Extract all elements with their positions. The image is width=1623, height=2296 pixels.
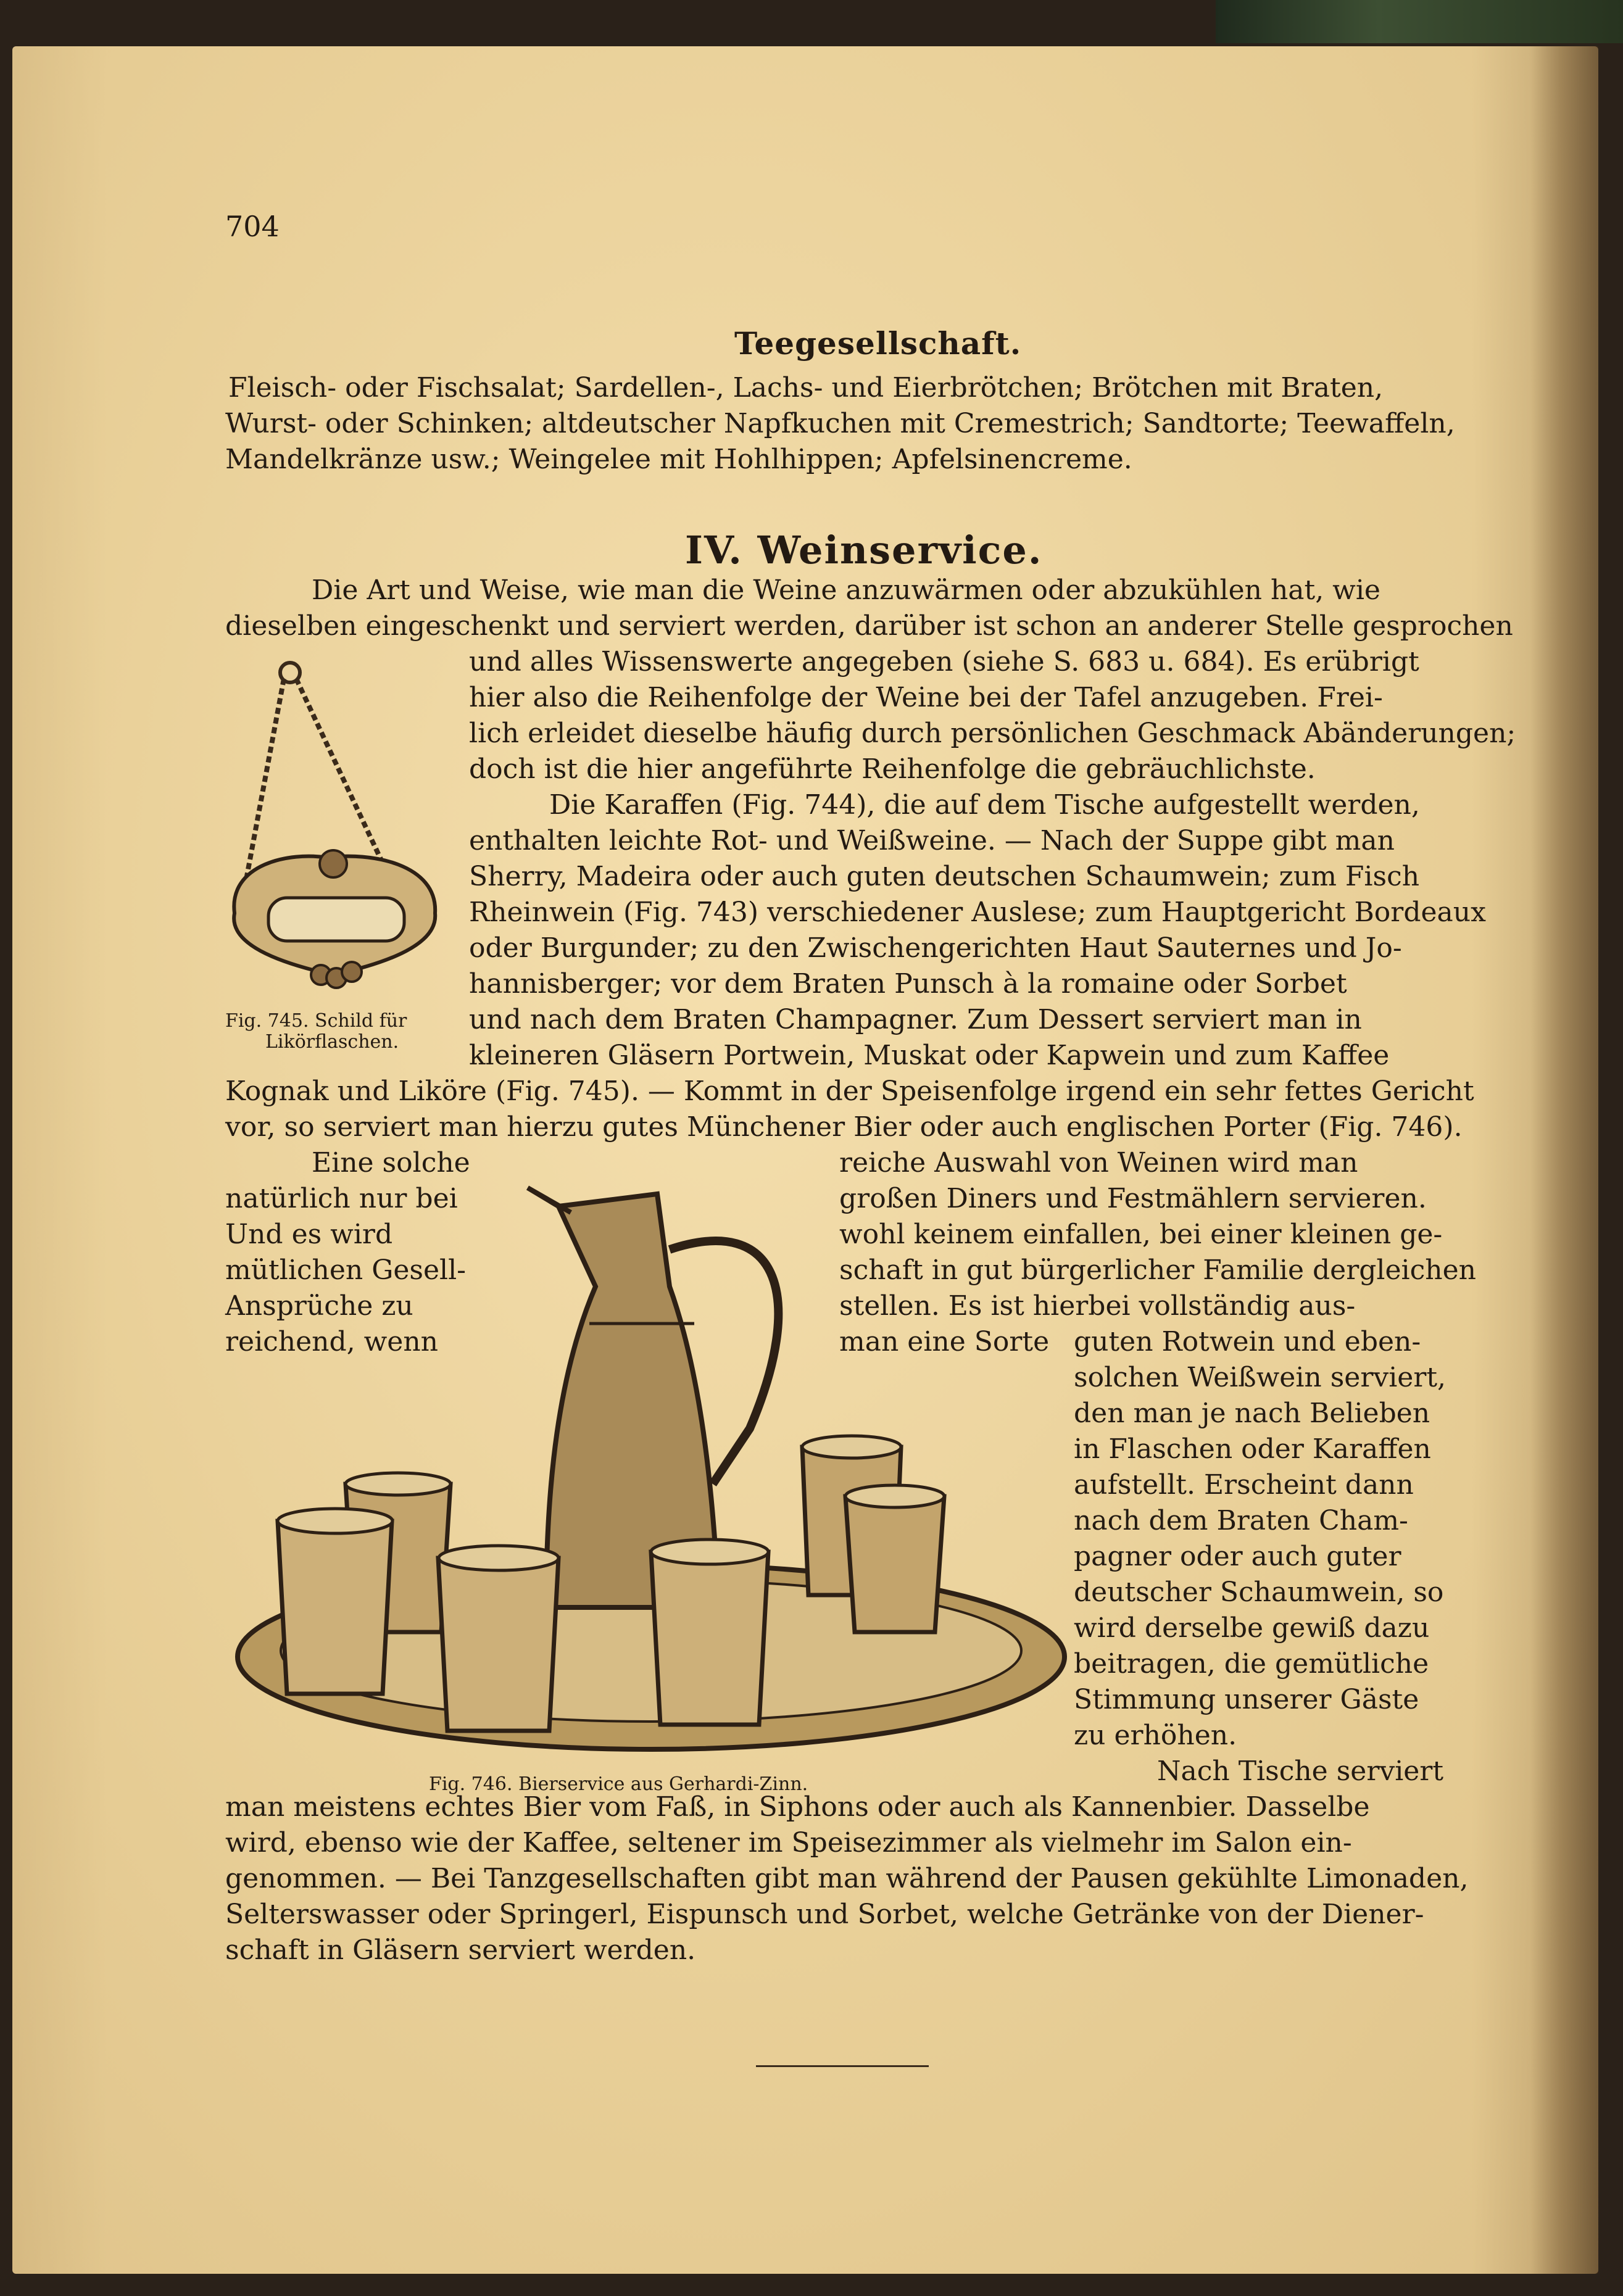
right-col-line: wird derselbe gewiß dazu	[1074, 1612, 1430, 1644]
tea-line: Mandelkränze usw.; Weingelee mit Hohlhippen; Apfelsinencreme.	[225, 444, 1132, 475]
wine-line: hier also die Reihenfolge der Weine bei der Tafel anzugeben. Frei-	[469, 682, 1383, 713]
wine-line: und nach dem Braten Champagner. Zum Dessert serviert man in	[469, 1004, 1362, 1035]
closing-line: genommen. — Bei Tanzgesellschaften gibt man während der Pausen gekühlte Limonaden,	[225, 1863, 1469, 1894]
wine-line: lich erleidet dieselbe häufig durch persönlichen Geschmack Abänderungen;	[469, 718, 1516, 749]
tea-heading: Teegesellschaft.	[734, 325, 1022, 362]
wine-line: Kognak und Liköre (Fig. 745). — Kommt in der Speisenfolge irgend ein sehr fettes Gericht	[225, 1075, 1474, 1107]
wine-line: und alles Wissenswerte angegeben (siehe S. 683 u. 684). Es erübrigt	[469, 646, 1419, 678]
beer-service-illustration	[225, 1138, 1077, 1762]
book-page	[12, 46, 1598, 2274]
wine-line: hannisberger; vor dem Braten Punsch à la romaine oder Sorbet	[469, 968, 1347, 1000]
fig745-caption: Likörflaschen.	[265, 1031, 399, 1053]
right-col-line: aufstellt. Erscheint dann	[1074, 1469, 1414, 1501]
mid-col-line: reiche Auswahl von Weinen wird man	[839, 1147, 1358, 1179]
mid-col-line: stellen. Es ist hierbei vollständig aus-	[839, 1290, 1356, 1322]
right-col-line: beitragen, die gemütliche	[1074, 1648, 1429, 1680]
tea-line: Wurst- oder Schinken; altdeutscher Napfkuchen mit Cremestrich; Sandtorte; Teewaffeln,	[225, 408, 1455, 439]
right-col-line: zu erhöhen.	[1074, 1720, 1237, 1751]
section-divider	[756, 2065, 929, 2067]
right-col-line: Stimmung unserer Gäste	[1074, 1684, 1419, 1715]
mid-col-line: schaft in gut bürgerlicher Familie dergleichen	[839, 1254, 1476, 1286]
closing-line: man meistens echtes Bier vom Faß, in Siphons oder auch als Kannenbier. Dasselbe	[225, 1791, 1370, 1823]
wine-line: dieselben eingeschenkt und serviert werden, darüber ist schon an anderer Stelle gesprochen	[225, 610, 1513, 642]
page-gutter-shadow	[1530, 46, 1598, 2274]
wine-line: Rheinwein (Fig. 743) verschiedener Auslese; zum Hauptgericht Bordeaux	[469, 897, 1486, 928]
fig746-caption: Fig. 746. Bierservice aus Gerhardi-Zinn.	[429, 1773, 808, 1795]
wine-line: vor, so serviert man hierzu gutes Münchener Bier oder auch englischen Porter (Fig. 746).	[225, 1111, 1463, 1143]
closing-line: schaft in Gläsern serviert werden.	[225, 1934, 696, 1966]
tea-line: Fleisch- oder Fischsalat; Sardellen-, Lachs- und Eierbrötchen; Brötchen mit Braten,	[228, 372, 1384, 404]
mid-col-line: man eine Sorte	[839, 1326, 1050, 1357]
right-col-line: nach dem Braten Cham-	[1074, 1505, 1408, 1536]
left-col-line: reichend, wenn	[225, 1326, 439, 1357]
wine-line: enthalten leichte Rot- und Weißweine. — Nach der Suppe gibt man	[469, 825, 1395, 856]
right-col-line: pagner oder auch guter	[1074, 1541, 1401, 1572]
fig745-caption: Fig. 745. Schild für	[225, 1010, 407, 1032]
right-col-line: Nach Tische serviert	[1157, 1755, 1444, 1787]
closing-line: wird, ebenso wie der Kaffee, seltener im Speisezimmer als vielmehr im Salon ein-	[225, 1827, 1352, 1859]
left-col-line: Eine solche	[312, 1147, 470, 1179]
left-col-line: Ansprüche zu	[225, 1290, 413, 1322]
closing-line: Selterswasser oder Springerl, Eispunsch und Sorbet, welche Getränke von der Diener-	[225, 1899, 1424, 1930]
wine-line: Sherry, Madeira oder auch guten deutschen Schaumwein; zum Fisch	[469, 861, 1420, 892]
liquor-label-illustration	[222, 654, 457, 1000]
wine-line: kleineren Gläsern Portwein, Muskat oder Kapwein und zum Kaffee	[469, 1040, 1390, 1071]
wine-line: Die Karaffen (Fig. 744), die auf dem Tische aufgestellt werden,	[549, 789, 1420, 821]
mid-col-line: großen Diners und Festmählern servieren.	[839, 1183, 1427, 1214]
right-col-line: guten Rotwein und eben-	[1074, 1326, 1421, 1357]
wine-heading: IV. Weinservice.	[685, 528, 1043, 573]
page-number: 704	[225, 210, 280, 243]
right-col-line: deutscher Schaumwein, so	[1074, 1577, 1444, 1608]
scan-background	[1216, 0, 1623, 43]
wine-line: doch ist die hier angeführte Reihenfolge die gebräuchlichste.	[469, 753, 1316, 785]
wine-line: Die Art und Weise, wie man die Weine anzuwärmen oder abzukühlen hat, wie	[312, 574, 1380, 606]
left-col-line: mütlichen Gesell-	[225, 1254, 467, 1286]
right-col-line: den man je nach Belieben	[1074, 1398, 1430, 1429]
left-col-line: natürlich nur bei	[225, 1183, 458, 1214]
right-col-line: solchen Weißwein serviert,	[1074, 1362, 1447, 1393]
left-col-line: Und es wird	[225, 1219, 393, 1250]
mid-col-line: wohl keinem einfallen, bei einer kleinen ge-	[839, 1219, 1443, 1250]
right-col-line: in Flaschen oder Karaffen	[1074, 1433, 1431, 1465]
wine-line: oder Burgunder; zu den Zwischengerichten Haut Sauternes und Jo-	[469, 932, 1402, 964]
